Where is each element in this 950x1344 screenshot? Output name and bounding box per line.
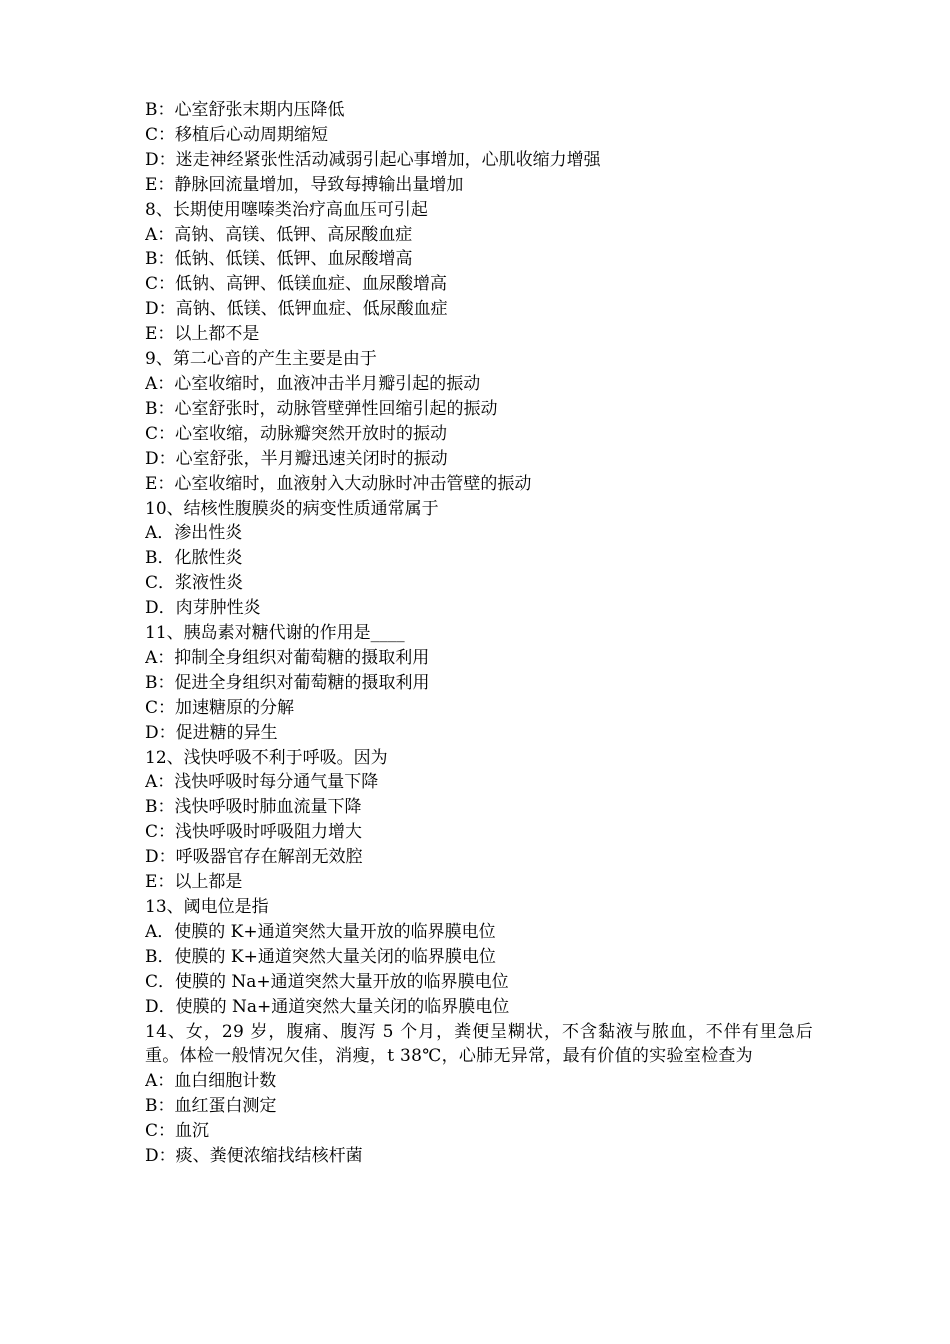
text-line: D．使膜的 Na+通道突然大量关闭的临界膜电位 — [145, 996, 510, 1017]
text-line: B：血红蛋白测定 — [145, 1096, 277, 1117]
text-line: B：心室舒张末期内压降低 — [145, 100, 345, 120]
text-line: C：移植后心动周期缩短 — [145, 124, 329, 145]
question-8: 8、长期使用噻嗪类治疗高血压可引起 — [145, 199, 428, 220]
text-line: C：浅快呼吸时呼吸阻力增大 — [145, 822, 363, 843]
text-line: A：抑制全身组织对葡萄糖的摄取利用 — [145, 647, 430, 668]
text-line: B：低钠、低镁、低钾、血尿酸增高 — [145, 249, 413, 270]
question-12: 12、浅快呼吸不利于呼吸。因为 — [145, 747, 388, 768]
exam-text — [145, 98, 813, 1169]
text-line: B：心室舒张时，动脉管壁弹性回缩引起的振动 — [145, 398, 498, 419]
text-line: D：心室舒张，半月瓣迅速关闭时的振动 — [145, 448, 448, 469]
text-line: A：浅快呼吸时每分通气量下降 — [145, 772, 379, 793]
question-11: 11、胰岛素对糖代谢的作用是____ — [145, 623, 405, 644]
text-line: A：心室收缩时，血液冲击半月瓣引起的振动 — [145, 373, 481, 394]
text-line: E：心室收缩时，血液射入大动脉时冲击管壁的振动 — [145, 473, 532, 494]
text-line: B：促进全身组织对葡萄糖的摄取利用 — [145, 672, 430, 693]
text-line: E：以上都不是 — [145, 324, 260, 345]
text-line: D：痰、粪便浓缩找结核杆菌 — [145, 1146, 363, 1167]
text-line: A．使膜的 K+通道突然大量开放的临界膜电位 — [145, 921, 496, 942]
text-line: A：血白细胞计数 — [145, 1071, 277, 1092]
text-line: C．浆液性炎 — [145, 573, 244, 594]
text-line: C：血沉 — [145, 1121, 210, 1142]
text-line: E：静脉回流量增加，导致每搏输出量增加 — [145, 174, 464, 195]
text-line: C：加速糖原的分解 — [145, 697, 295, 718]
text-line: A．渗出性炎 — [145, 523, 243, 544]
text-line: C：心室收缩，动脉瓣突然开放时的振动 — [145, 423, 448, 444]
text-line: C．使膜的 Na+通道突然大量开放的临界膜电位 — [145, 971, 509, 992]
question-9: 9、第二心音的产生主要是由于 — [145, 349, 377, 370]
text-line: C：低钠、高钾、低镁血症、血尿酸增高 — [145, 274, 448, 295]
text-line: E：以上都是 — [145, 872, 243, 893]
text-line: D．肉芽肿性炎 — [145, 598, 261, 619]
text-line: D：呼吸器官存在解剖无效腔 — [145, 847, 363, 868]
text-line: D：高钠、低镁、低钾血症、低尿酸血症 — [145, 299, 448, 320]
question-14-stem: 14、女，29 岁，腹痛、腹泻 5 个月，粪便呈糊状，不含黏液与脓血，不伴有里急后重。体检一般情况欠佳，消瘦，t 38℃，心肺无异常，最有价值的实验室检查为 — [145, 1021, 813, 1067]
question-10: 10、结核性腹膜炎的病变性质通常属于 — [145, 498, 439, 519]
text-line: A：高钠、高镁、低钾、高尿酸血症 — [145, 224, 413, 245]
text-line: D：促进糖的异生 — [145, 722, 278, 743]
text-line: B：浅快呼吸时肺血流量下降 — [145, 797, 362, 818]
question-13: 13、阈电位是指 — [145, 897, 269, 917]
text-line: D：迷走神经紧张性活动减弱引起心事增加，心肌收缩力增强 — [145, 149, 601, 170]
text-line: B．使膜的 K+通道突然大量关闭的临界膜电位 — [145, 946, 496, 967]
text-line: B．化脓性炎 — [145, 548, 243, 569]
